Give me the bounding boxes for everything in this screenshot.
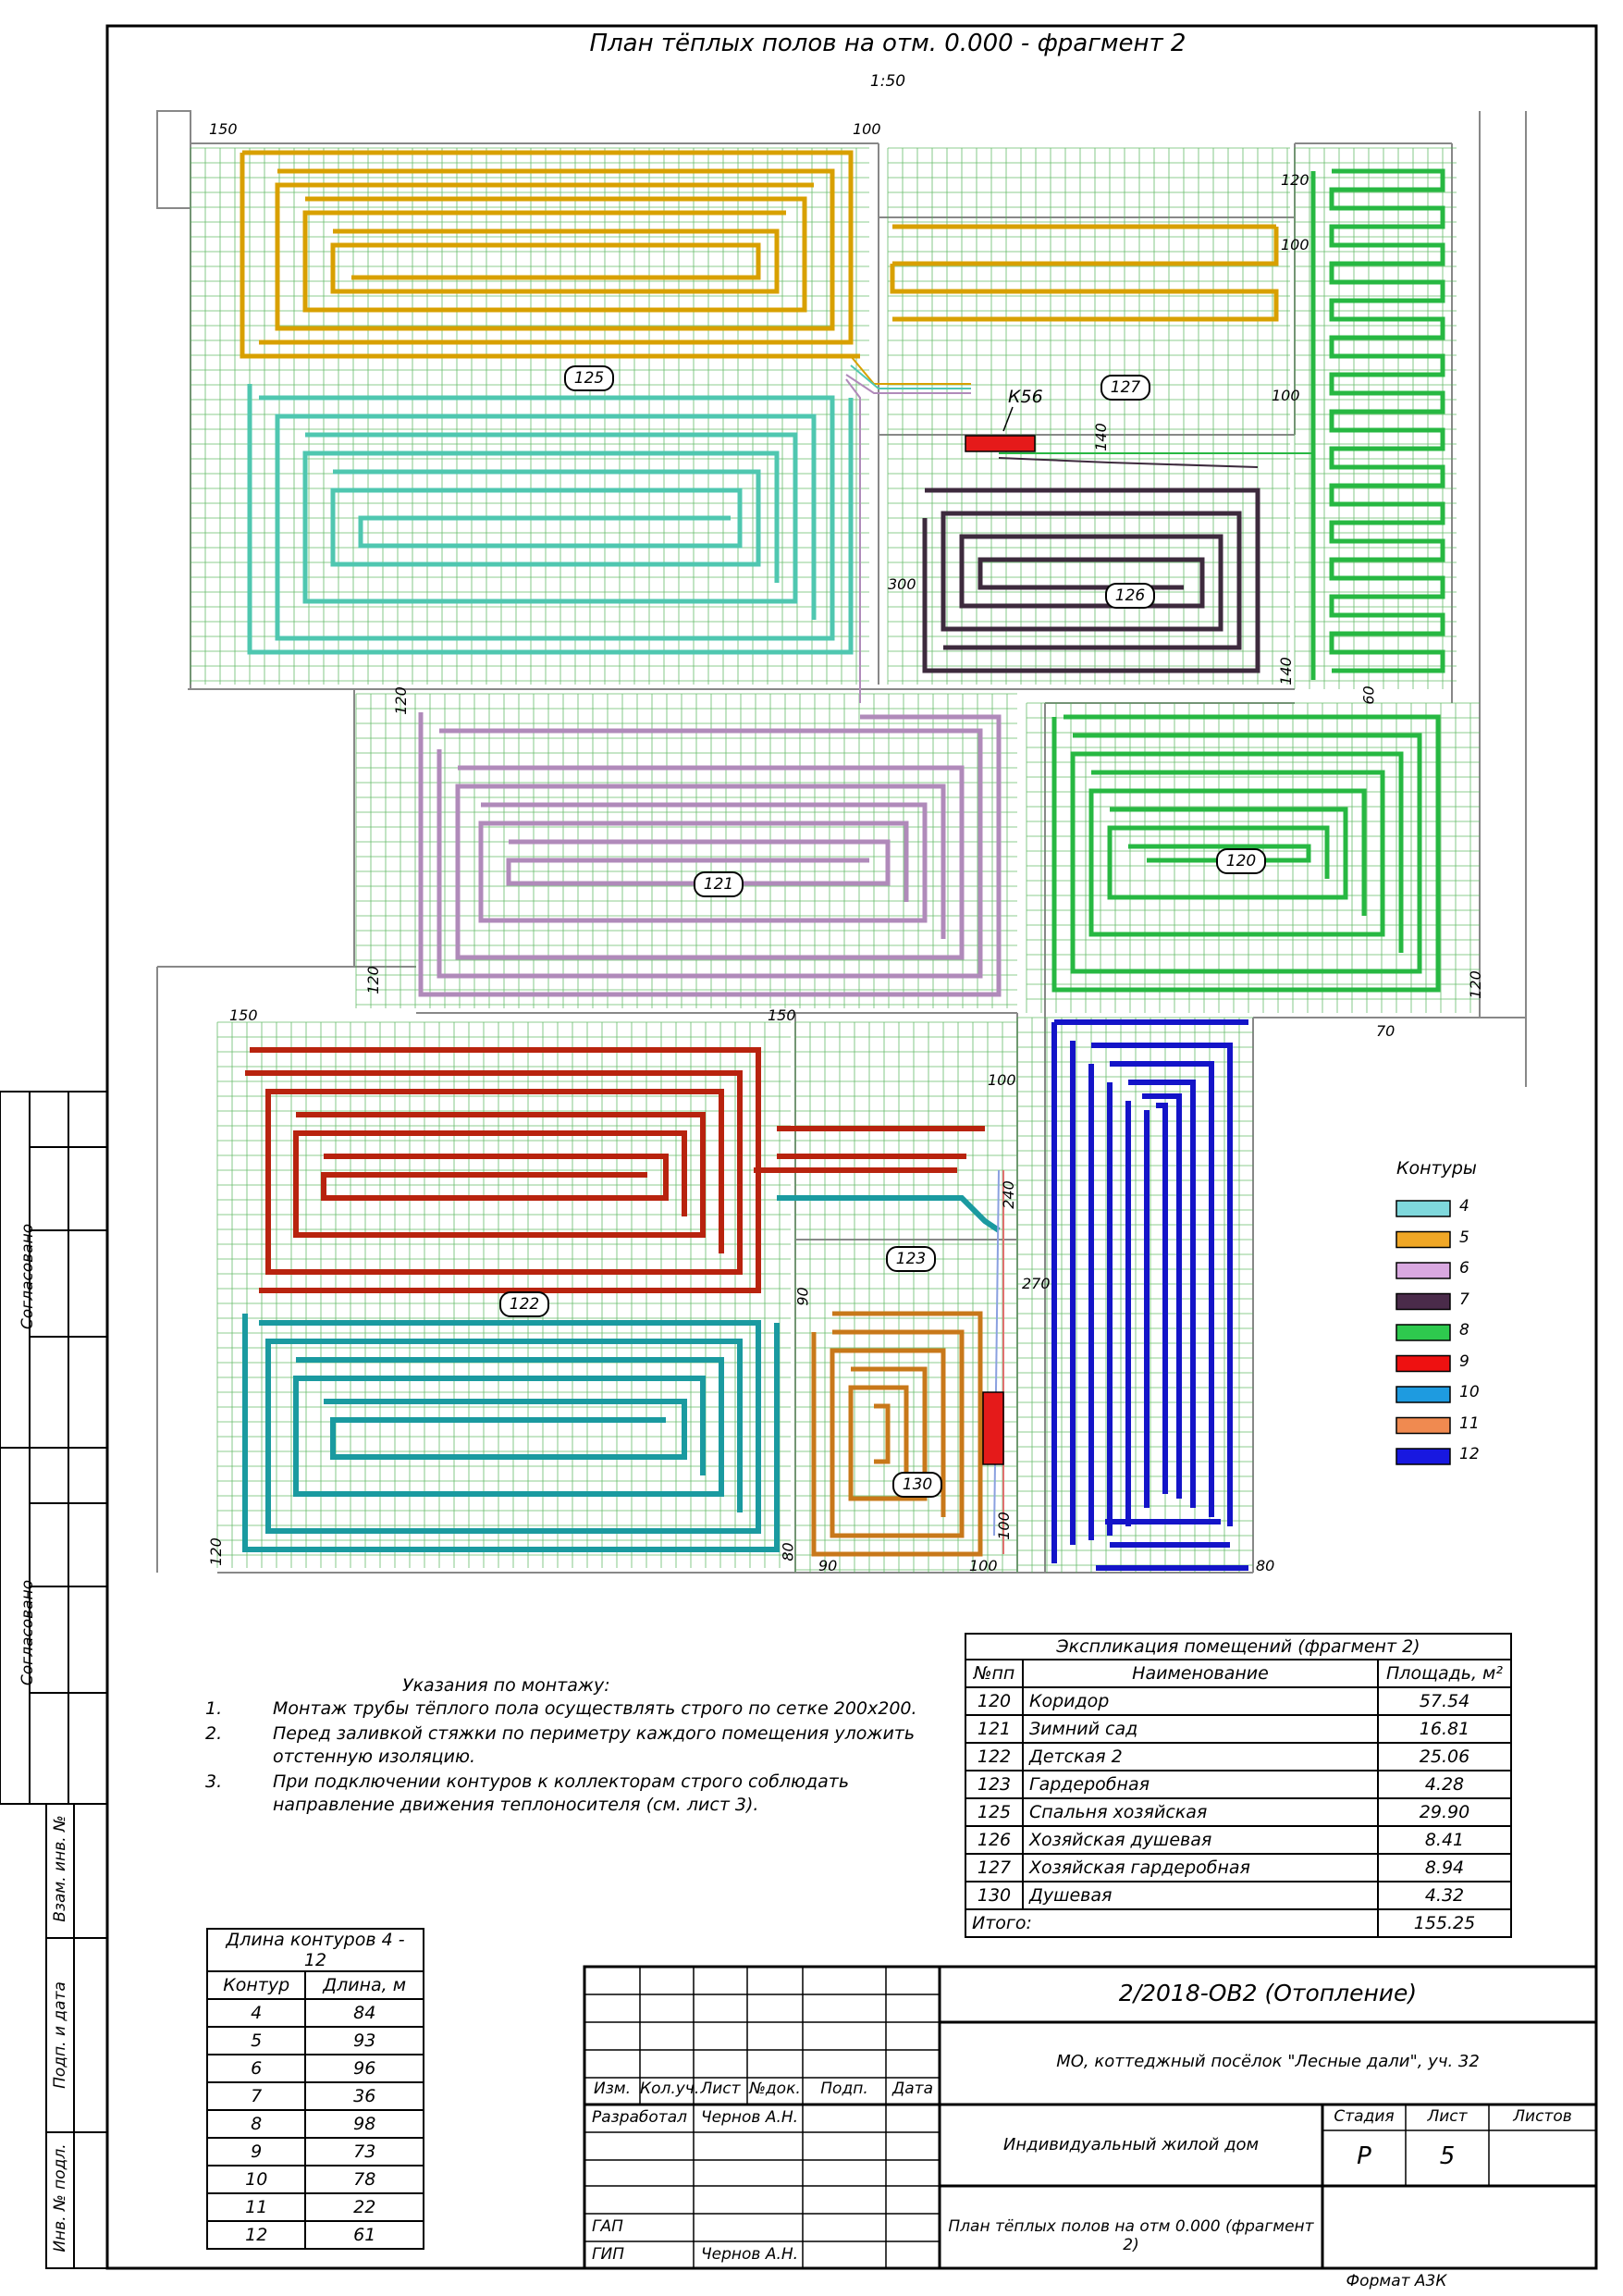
legend-swatch-7 <box>1396 1294 1450 1310</box>
explication-cell: Хозяйская душевая <box>1023 1826 1378 1854</box>
dimension-label: 300 <box>888 575 916 593</box>
stamp-format: Формат А3К <box>1346 2272 1447 2290</box>
room-tag-121: 121 <box>694 871 744 897</box>
explication-cell: 8.41 <box>1378 1826 1511 1854</box>
notes-title: Указания по монтажу: <box>402 1675 610 1696</box>
room-tag-130: 130 <box>892 1472 942 1498</box>
legend-swatch-9 <box>1396 1356 1450 1372</box>
drawing-title: План тёплых полов на отм. 0.000 - фрагмент 2 <box>589 30 1187 57</box>
explication-cell: 121 <box>965 1715 1023 1743</box>
stamp-name-developer: Чернов А.Н. <box>701 2108 799 2127</box>
dimension-label: 90 <box>793 1287 812 1306</box>
stamp-role-developer: Разработал <box>592 2108 687 2127</box>
stamp-sheets-label: Листов <box>1513 2107 1572 2126</box>
explication-header: Площадь, м² <box>1378 1660 1511 1687</box>
explication-row <box>965 1743 1511 1771</box>
dimension-label: 120 <box>206 1537 225 1566</box>
lengths-cell: 9 <box>207 2138 305 2166</box>
explication-table <box>965 1633 1512 1938</box>
explication-cell: 130 <box>965 1882 1023 1909</box>
stamp-stage-label: Стадия <box>1334 2107 1395 2126</box>
lengths-cell: 11 <box>207 2193 305 2221</box>
dimension-label: 70 <box>1376 1022 1396 1040</box>
lengths-row <box>207 2193 424 2221</box>
legend-label-10: 10 <box>1459 1383 1480 1401</box>
legend-label-6: 6 <box>1459 1259 1469 1278</box>
explication-cell: Душевая <box>1023 1882 1378 1909</box>
side-stamp-upper <box>0 1092 107 1804</box>
explication-cell: 126 <box>965 1826 1023 1854</box>
stamp-col-header: Дата <box>891 2080 934 2098</box>
explication-cell: 57.54 <box>1378 1687 1511 1715</box>
stamp-col-header: Лист <box>700 2080 741 2098</box>
lengths-cell: 8 <box>207 2110 305 2138</box>
dimension-label: 100 <box>994 1512 1013 1540</box>
stamp-col-header: Подп. <box>820 2080 868 2098</box>
legend-swatch-4 <box>1396 1201 1450 1216</box>
note-2-text-cont: отстенную изоляцию. <box>273 1747 475 1767</box>
stamp-role-gip: ГИП <box>592 2245 624 2264</box>
legend-swatches <box>1396 1201 1450 1464</box>
circuit-6-room121 <box>421 712 999 994</box>
dimension-label: 240 <box>999 1180 1017 1209</box>
dimension-label: 80 <box>1256 1557 1275 1574</box>
stamp-sheet: 5 <box>1439 2142 1456 2170</box>
explication-cell: Спальня хозяйская <box>1023 1798 1378 1826</box>
note-3-text: При подключении контуров к коллекторам строго соблюдать <box>273 1771 850 1792</box>
room-tag-127: 127 <box>1100 375 1150 401</box>
legend-label-4: 4 <box>1459 1197 1469 1216</box>
legend-swatch-12 <box>1396 1449 1450 1464</box>
note-3-text-cont: направление движения теплоносителя (см. лист 3). <box>273 1795 759 1815</box>
lengths-cell: 96 <box>305 2055 424 2082</box>
lengths-header: Контур <box>207 1971 305 1999</box>
explication-total-label: Итого: <box>965 1909 1378 1937</box>
explication-row <box>965 1798 1511 1826</box>
note-2-text: Перед заливкой стяжки по периметру каждого помещения уложить <box>273 1723 916 1744</box>
room-tag-125: 125 <box>564 365 614 391</box>
stamp-col-header: №док. <box>749 2080 801 2098</box>
stamp-col-header: Кол.уч. <box>640 2080 700 2098</box>
dimension-label: 150 <box>209 120 238 138</box>
dimension-label: 270 <box>1022 1275 1051 1292</box>
room-tag-120: 120 <box>1216 848 1266 874</box>
dimension-label: 100 <box>1272 387 1300 404</box>
legend-swatch-5 <box>1396 1232 1450 1248</box>
lengths-row <box>207 2027 424 2055</box>
explication-title: Экспликация помещений (фрагмент 2) <box>965 1634 1511 1660</box>
explication-cell: Детская 2 <box>1023 1743 1378 1771</box>
lengths-row <box>207 2110 424 2138</box>
lengths-cell: 4 <box>207 1999 305 2027</box>
circuit-5-room127 <box>892 227 1276 319</box>
explication-row <box>965 1826 1511 1854</box>
dimension-label: 120 <box>1466 970 1484 999</box>
dimension-label: 150 <box>768 1006 796 1024</box>
dimension-label: 120 <box>1281 171 1309 189</box>
explication-row <box>965 1715 1511 1743</box>
explication-cell: 16.81 <box>1378 1715 1511 1743</box>
lengths-header: Длина, м <box>305 1971 424 1999</box>
dimension-label: 80 <box>779 1542 797 1562</box>
explication-row <box>965 1771 1511 1798</box>
side-sign-date: Подп. и дата <box>51 1981 69 2089</box>
lengths-cell: 6 <box>207 2055 305 2082</box>
room-tag-123: 123 <box>886 1246 936 1272</box>
explication-total-value: 155.25 <box>1378 1909 1511 1937</box>
legend-label-5: 5 <box>1459 1228 1469 1247</box>
legend-title: Контуры <box>1396 1158 1477 1179</box>
legend-label-8: 8 <box>1459 1321 1469 1339</box>
explication-cell: 123 <box>965 1771 1023 1798</box>
explication-cell: 4.32 <box>1378 1882 1511 1909</box>
legend-label-11: 11 <box>1459 1413 1480 1433</box>
stamp-object: Индивидуальный жилой дом <box>1002 2135 1260 2154</box>
explication-cell: Гардеробная <box>1023 1771 1378 1798</box>
stamp-role-gap: ГАП <box>592 2217 623 2236</box>
lengths-cell: 73 <box>305 2138 424 2166</box>
explication-row <box>965 1854 1511 1882</box>
lengths-row <box>207 2166 424 2193</box>
lengths-cell: 98 <box>305 2110 424 2138</box>
lengths-row <box>207 2221 424 2249</box>
lengths-cell: 61 <box>305 2221 424 2249</box>
explication-header: №пп <box>965 1660 1023 1687</box>
note-3-num: 3. <box>205 1771 223 1792</box>
lengths-cell: 7 <box>207 2082 305 2110</box>
stamp-sheet-label: Лист <box>1427 2107 1468 2126</box>
lengths-title: Длина контуров 4 - 12 <box>207 1929 424 1971</box>
lengths-cell: 78 <box>305 2166 424 2193</box>
note-2-num: 2. <box>205 1723 223 1744</box>
dimension-label: 140 <box>1276 657 1295 685</box>
dimension-label: 100 <box>853 120 881 138</box>
dimension-label: 90 <box>818 1557 838 1574</box>
legend-label-9: 9 <box>1459 1352 1469 1371</box>
stamp-stage: Р <box>1357 2142 1371 2170</box>
lengths-row <box>207 1999 424 2027</box>
dimension-label: 100 <box>1281 236 1309 253</box>
side-agreed-2: Согласовано <box>18 1579 37 1686</box>
circuit-12-room123 <box>1054 1022 1248 1568</box>
lengths-cell: 93 <box>305 2027 424 2055</box>
floor-plan <box>157 111 1526 1573</box>
lengths-row <box>207 2138 424 2166</box>
dimension-label: 60 <box>1359 685 1378 705</box>
explication-cell: 122 <box>965 1743 1023 1771</box>
collector-lower <box>983 1392 1003 1464</box>
dimension-label: 150 <box>229 1006 258 1024</box>
explication-cell: 4.28 <box>1378 1771 1511 1798</box>
legend-swatch-11 <box>1396 1418 1450 1434</box>
lengths-cell: 84 <box>305 1999 424 2027</box>
side-inv-orig: Инв. № подл. <box>51 2143 69 2253</box>
stamp-location: МО, коттеджный посёлок "Лесные дали", уч. 32 <box>1056 2052 1480 2071</box>
circuit-7-room126 <box>925 490 1258 671</box>
explication-header: Наименование <box>1023 1660 1378 1687</box>
lengths-cell: 12 <box>207 2221 305 2249</box>
legend-swatch-6 <box>1396 1263 1450 1278</box>
explication-row <box>965 1882 1511 1909</box>
lengths-cell: 36 <box>305 2082 424 2110</box>
side-inv-vzam: Взам. инв. № <box>51 1815 69 1922</box>
note-1-num: 1. <box>205 1698 223 1719</box>
explication-cell: Зимний сад <box>1023 1715 1378 1743</box>
stamp-col-header: Изм. <box>594 2080 631 2098</box>
lengths-cell: 22 <box>305 2193 424 2221</box>
dimension-label: 120 <box>391 686 410 715</box>
collector-label: К56 <box>1008 387 1043 407</box>
legend-label-7: 7 <box>1459 1290 1469 1309</box>
explication-cell: 25.06 <box>1378 1743 1511 1771</box>
explication-cell: 8.94 <box>1378 1854 1511 1882</box>
room-tag-122: 122 <box>499 1291 549 1317</box>
drawing-scale: 1:50 <box>869 72 906 91</box>
explication-cell: 120 <box>965 1687 1023 1715</box>
collector-k56 <box>965 436 1035 451</box>
lengths-table <box>206 1928 424 2250</box>
explication-cell: 127 <box>965 1854 1023 1882</box>
stamp-name-gip: Чернов А.Н. <box>701 2245 799 2264</box>
explication-cell: 125 <box>965 1798 1023 1826</box>
dimension-label: 120 <box>363 966 382 994</box>
legend-swatch-10 <box>1396 1387 1450 1402</box>
lengths-cell: 10 <box>207 2166 305 2193</box>
stamp-sheet-title: План тёплых полов на отм 0.000 (фрагмент 2) <box>948 2217 1314 2254</box>
legend-swatch-8 <box>1396 1325 1450 1340</box>
side-agreed-1: Согласовано <box>18 1223 37 1330</box>
lengths-row <box>207 2082 424 2110</box>
dimension-label: 140 <box>1091 423 1110 451</box>
explication-cell: Хозяйская гардеробная <box>1023 1854 1378 1882</box>
lengths-cell: 5 <box>207 2027 305 2055</box>
note-1-text: Монтаж трубы тёплого пола осуществлять строго по сетке 200х200. <box>273 1698 917 1719</box>
circuit-11-room130 <box>814 1314 980 1554</box>
dimension-label: 100 <box>969 1557 998 1574</box>
stamp-code: 2/2018-ОВ2 (Отопление) <box>1118 1980 1418 2006</box>
explication-cell: 29.90 <box>1378 1798 1511 1826</box>
lengths-row <box>207 2055 424 2082</box>
explication-cell: Коридор <box>1023 1687 1378 1715</box>
legend-label-12: 12 <box>1459 1445 1480 1463</box>
dimension-label: 100 <box>988 1071 1016 1089</box>
explication-row <box>965 1687 1511 1715</box>
room-tag-126: 126 <box>1105 583 1155 609</box>
